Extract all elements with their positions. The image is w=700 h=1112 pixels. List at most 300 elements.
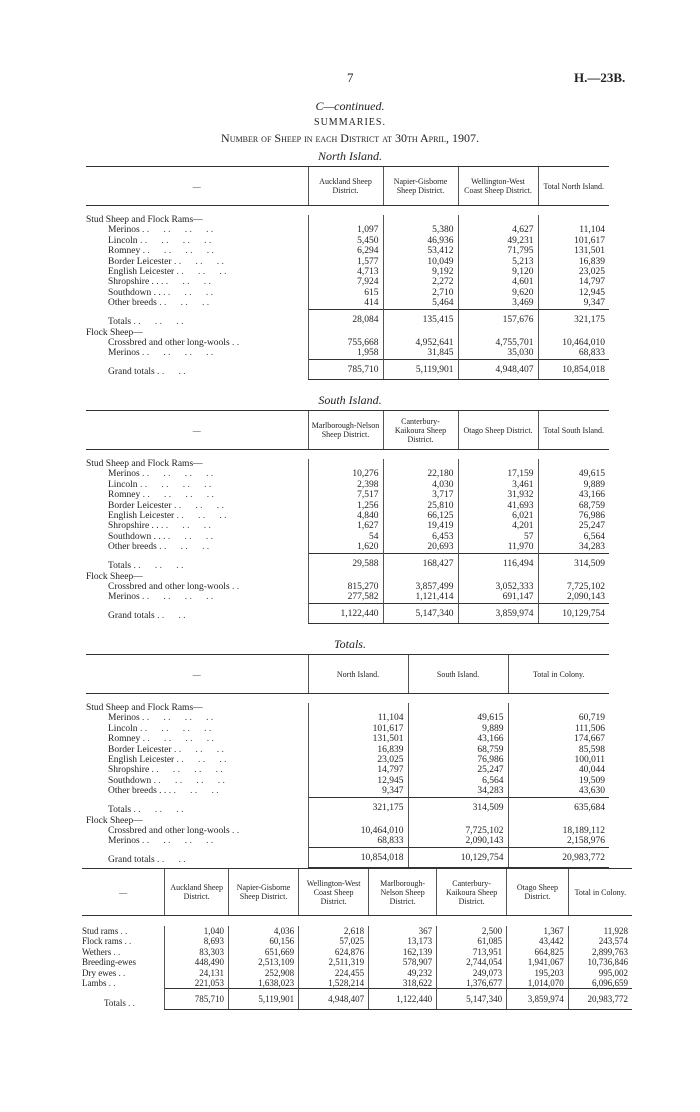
value-cell: 785,710 [308, 359, 383, 379]
empty-cell [383, 215, 458, 225]
flock-sheep-heading: Flock Sheep— [86, 815, 143, 826]
empty-cell [508, 816, 609, 826]
value-cell: 35,030 [458, 348, 538, 359]
table-row [82, 936, 632, 946]
leader-dots: . . [232, 581, 240, 592]
row-label-text: English Leicester [108, 511, 175, 522]
leader-dots: . . . . . . [161, 277, 211, 288]
value-cell: 68,833 [538, 348, 609, 359]
empty-cell [458, 459, 538, 469]
value-cell: 19,509 [508, 776, 609, 786]
row-label [86, 501, 308, 511]
row-label-text: Grand totals [108, 611, 155, 622]
leader-dots: . . . . . . . . [142, 225, 214, 236]
row-label [86, 765, 308, 775]
value-cell: 414 [308, 298, 383, 309]
empty-cell [458, 572, 538, 582]
value-cell: 20,983,772 [508, 847, 609, 867]
value-cell: 7,725,102 [538, 582, 609, 592]
value-cell: 157,676 [458, 309, 538, 327]
row-label [82, 936, 165, 946]
value-cell: 243,574 [568, 936, 632, 946]
value-cell: 43,166 [538, 490, 609, 500]
value-cell: 131,501 [538, 246, 609, 256]
row-label [86, 603, 308, 623]
row-label [86, 298, 308, 309]
row-label-text: Shropshire [108, 765, 150, 776]
leader-dots: . . . . . . [159, 542, 210, 553]
value-cell: 1,958 [308, 348, 383, 359]
totals-row [86, 309, 609, 327]
value-cell: 25,247 [408, 765, 508, 775]
value-cell: 1,620 [308, 542, 383, 553]
value-cell: 9,192 [383, 267, 458, 277]
row-label [86, 542, 308, 553]
row-label-text: Merinos [108, 713, 140, 724]
row-label [86, 338, 308, 348]
leader-dots: . . . . . . [173, 256, 224, 267]
column-header-blank: — [86, 167, 308, 206]
north-island-title: North Island. [317, 149, 382, 163]
row-label [82, 978, 165, 989]
leader-dots: . . . . . . . . [142, 246, 214, 257]
leader-dots: . . . . . . [159, 298, 210, 309]
south-island-title: South Island. [318, 393, 382, 407]
value-cell: 1,014,070 [507, 978, 569, 989]
value-cell: 17,159 [458, 469, 538, 479]
row-label [86, 277, 308, 287]
value-cell: 7,725,102 [408, 826, 508, 836]
totals-title: Totals. [334, 637, 366, 651]
value-cell: 10,464,010 [308, 826, 408, 836]
leader-dots: . . [232, 337, 240, 348]
value-cell: 25,810 [383, 501, 458, 511]
value-cell: 29,588 [308, 553, 383, 571]
value-cell: 49,231 [458, 236, 538, 246]
table-row [86, 288, 609, 298]
value-cell: 12,945 [308, 776, 408, 786]
value-cell: 23,025 [538, 267, 609, 277]
value-cell: 578,907 [369, 957, 437, 967]
value-cell: 2,090,143 [538, 592, 609, 603]
value-cell: 195,203 [507, 968, 569, 978]
table-row [82, 978, 632, 989]
value-cell: 31,845 [383, 348, 458, 359]
table-row [86, 501, 609, 511]
row-label [86, 511, 308, 521]
row-label-text: Grand totals [108, 367, 155, 378]
value-cell: 691,147 [458, 592, 538, 603]
table-header-row [86, 411, 609, 450]
empty-cell [308, 328, 383, 338]
value-cell: 4,948,407 [299, 989, 369, 1009]
row-label-text: Border Leicester [108, 500, 172, 511]
empty-cell [383, 459, 458, 469]
column-header: Canterbury-Kaikoura Sheep District. [437, 869, 507, 916]
empty-cell [408, 816, 508, 826]
empty-cell [308, 816, 408, 826]
empty-cell [538, 328, 609, 338]
value-cell: 57,025 [299, 936, 369, 946]
value-cell: 40,044 [508, 765, 609, 775]
row-label-text: Crossbred and other long-wools [108, 337, 230, 348]
value-cell: 3,859,974 [458, 603, 538, 623]
row-label [86, 246, 308, 256]
row-label-text: Totals [108, 317, 132, 328]
row-label [86, 348, 308, 359]
value-cell: 100,011 [508, 755, 609, 765]
leader-dots: . . . . . . . . [142, 490, 214, 501]
value-cell: 448,490 [165, 957, 229, 967]
value-cell: 162,139 [369, 947, 437, 957]
leader-dots: . . . . . . . . [142, 734, 214, 745]
table-row [86, 592, 609, 603]
row-label-text: Merinos [108, 348, 140, 359]
value-cell: 4,030 [383, 480, 458, 490]
row-label-text: Other breeds . . [108, 786, 167, 797]
column-header: Wellington-West Coast Sheep District. [458, 167, 538, 206]
value-cell: 43,442 [507, 936, 569, 946]
value-cell: 12,945 [538, 288, 609, 298]
row-label-text: Shropshire . . [108, 277, 159, 288]
row-label [86, 225, 308, 235]
value-cell: 66,125 [383, 511, 458, 521]
value-cell: 6,021 [458, 511, 538, 521]
column-header: Canterbury-Kaikoura Sheep District. [383, 411, 458, 450]
value-cell: 277,582 [308, 592, 383, 603]
value-cell: 54 [308, 532, 383, 542]
table-row [86, 532, 609, 542]
leader-dots: . . . . . . [176, 267, 227, 278]
value-cell: 16,839 [538, 257, 609, 267]
row-label [86, 582, 308, 592]
row-label [86, 309, 308, 327]
value-cell: 10,129,754 [408, 847, 508, 867]
value-cell: 5,147,340 [437, 989, 507, 1009]
value-cell: 2,513,109 [229, 957, 299, 967]
grand-totals-row [86, 359, 609, 379]
value-cell: 1,367 [507, 926, 569, 936]
row-label-text: Lincoln [108, 235, 138, 246]
table-row [86, 836, 609, 847]
sheep-class-table [82, 868, 632, 1010]
value-cell: 76,986 [408, 755, 508, 765]
value-cell: 18,189,112 [508, 826, 609, 836]
value-cell: 2,272 [383, 277, 458, 287]
value-cell: 101,617 [308, 724, 408, 734]
value-cell: 9,347 [538, 298, 609, 309]
value-cell: 2,710 [383, 288, 458, 298]
value-cell: 6,453 [383, 532, 458, 542]
value-cell: 3,717 [383, 490, 458, 500]
table-row [86, 246, 609, 256]
flock-sheep-heading: Flock Sheep— [86, 571, 143, 582]
row-label-text: Crossbred and other long-wools [108, 825, 230, 836]
value-cell: 1,941,067 [507, 957, 569, 967]
column-header: Total South Island. [538, 411, 609, 450]
value-cell: 11,104 [308, 713, 408, 723]
value-cell: 8,693 [165, 936, 229, 946]
value-cell: 221,053 [165, 978, 229, 989]
value-cell: 2,511,319 [299, 957, 369, 967]
value-cell: 3,469 [458, 298, 538, 309]
table-row [86, 776, 609, 786]
row-label [86, 236, 308, 246]
value-cell: 9,120 [458, 267, 538, 277]
value-cell: 651,669 [229, 947, 299, 957]
value-cell: 49,615 [538, 469, 609, 479]
row-label [86, 724, 308, 734]
table-row [86, 582, 609, 592]
leader-dots: . . . . . . [173, 744, 224, 755]
value-cell: 14,797 [538, 277, 609, 287]
table-header-row [86, 167, 609, 206]
row-label-text: Flock rams [82, 936, 123, 947]
value-cell: 49,615 [408, 713, 508, 723]
north-island-table [86, 166, 609, 380]
column-header: Otago Sheep District. [507, 869, 569, 916]
leader-dots: . . . . . . [133, 317, 184, 328]
leader-dots: . . . . . . . . [142, 348, 214, 359]
value-cell: 5,213 [458, 257, 538, 267]
value-cell: 10,464,010 [538, 338, 609, 348]
table-row [86, 511, 609, 521]
table-row [86, 713, 609, 723]
row-label [86, 592, 308, 603]
value-cell: 49,232 [369, 968, 437, 978]
value-cell: 101,617 [538, 236, 609, 246]
grand-totals-row [86, 847, 609, 867]
row-label [86, 776, 308, 786]
empty-cell [538, 572, 609, 582]
value-cell: 31,932 [458, 490, 538, 500]
table-row [86, 298, 609, 309]
value-cell: 1,627 [308, 521, 383, 531]
leader-dots: . . . . . . [133, 805, 184, 816]
empty-cell [308, 572, 383, 582]
value-cell: 2,158,976 [508, 836, 609, 847]
value-cell: 6,564 [538, 532, 609, 542]
value-cell: 71,795 [458, 246, 538, 256]
row-label [86, 359, 308, 379]
row-label-text: Romney [108, 734, 141, 745]
row-label [82, 968, 165, 978]
value-cell: 46,936 [383, 236, 458, 246]
row-label-text: Romney [108, 246, 141, 257]
value-cell: 249,073 [437, 968, 507, 978]
leader-dots: . . . . . . [173, 500, 224, 511]
value-cell: 314,509 [408, 797, 508, 815]
leader-dots: . . [120, 926, 128, 936]
value-cell: 111,506 [508, 724, 609, 734]
value-cell: 4,713 [308, 267, 383, 277]
column-header-blank: — [82, 869, 165, 916]
leader-dots: . . . . [157, 611, 186, 622]
table-row [86, 348, 609, 359]
empty-cell [383, 572, 458, 582]
value-cell: 1,122,440 [369, 989, 437, 1009]
row-label-text: Crossbred and other long-wools [108, 581, 230, 592]
row-label-text: Lambs [82, 978, 107, 989]
value-cell: 1,577 [308, 257, 383, 267]
column-header: Marlborough-Nelson Sheep District. [369, 869, 437, 916]
table-row [82, 947, 632, 957]
leader-dots: . . . . . . [168, 786, 219, 797]
column-header: Marlborough-Nelson Sheep District. [308, 411, 383, 450]
value-cell: 4,840 [308, 511, 383, 521]
row-label [82, 957, 165, 967]
value-cell: 1,528,214 [299, 978, 369, 989]
leader-dots: . . . . . . [163, 287, 214, 298]
value-cell: 34,283 [538, 542, 609, 553]
table-row [86, 257, 609, 267]
value-cell: 4,201 [458, 521, 538, 531]
row-label-text: Stud rams [82, 926, 119, 936]
value-cell: 4,755,701 [458, 338, 538, 348]
value-cell: 6,564 [408, 776, 508, 786]
value-cell: 252,908 [229, 968, 299, 978]
table-row [86, 338, 609, 348]
value-cell: 4,627 [458, 225, 538, 235]
value-cell: 3,857,499 [383, 582, 458, 592]
table-row [86, 277, 609, 287]
row-label-text: Dry ewes [82, 967, 117, 978]
column-header: Napier-Gisborne Sheep District. [383, 167, 458, 206]
row-label [86, 826, 308, 836]
column-header: Total North Island. [538, 167, 609, 206]
leader-dots: . . . . . . . . [151, 765, 223, 776]
table-row [86, 826, 609, 836]
row-label [86, 288, 308, 298]
row-label-text: Shropshire . . [108, 521, 159, 532]
value-cell: 5,380 [383, 225, 458, 235]
value-cell: 2,398 [308, 480, 383, 490]
row-label [86, 745, 308, 755]
table-row [86, 765, 609, 775]
page-number: 7 [347, 70, 354, 85]
row-label-text: Other breeds [108, 542, 157, 553]
document-reference: H.—23B. [574, 70, 626, 85]
value-cell: 9,889 [408, 724, 508, 734]
table-row [86, 521, 609, 531]
value-cell: 10,854,018 [538, 359, 609, 379]
value-cell: 68,759 [408, 745, 508, 755]
south-island-table [86, 410, 609, 624]
row-label-text: Border Leicester [108, 256, 172, 267]
row-label-text: Merinos [108, 592, 140, 603]
row-label-text: Merinos [108, 469, 140, 480]
row-label [86, 836, 308, 847]
value-cell: 6,294 [308, 246, 383, 256]
value-cell: 321,175 [308, 797, 408, 815]
value-cell: 314,509 [538, 553, 609, 571]
value-cell: 224,455 [299, 968, 369, 978]
leader-dots: . . [113, 946, 121, 957]
value-cell: 24,131 [165, 968, 229, 978]
leader-dots: . . . . . . . . [139, 479, 212, 490]
leader-dots: . . [232, 825, 240, 836]
column-header-blank: — [86, 411, 308, 450]
value-cell: 68,833 [308, 836, 408, 847]
leader-dots: . . . . [157, 367, 186, 378]
value-cell: 3,859,974 [507, 989, 569, 1009]
row-label-text: Southdown [108, 775, 152, 786]
row-label [86, 755, 308, 765]
table-row [86, 490, 609, 500]
leader-dots: . . . . . . . . [153, 775, 225, 786]
table-row [82, 926, 632, 936]
value-cell: 10,276 [308, 469, 383, 479]
value-cell: 815,270 [308, 582, 383, 592]
row-label-text: Lincoln [108, 723, 138, 734]
value-cell: 1,256 [308, 501, 383, 511]
value-cell: 7,924 [308, 277, 383, 287]
row-label-text: Southdown . . [108, 531, 161, 542]
value-cell: 25,247 [538, 521, 609, 531]
stud-sheep-heading: Stud Sheep and Flock Rams— [86, 459, 203, 469]
value-cell: 4,601 [458, 277, 538, 287]
value-cell: 635,684 [508, 797, 609, 815]
value-cell: 57 [458, 532, 538, 542]
value-cell: 9,347 [308, 786, 408, 797]
table-row [82, 968, 632, 978]
leader-dots: . . [118, 967, 126, 978]
leader-dots: . . . . . . [176, 511, 227, 522]
totals-row [86, 553, 609, 571]
value-cell: 2,899,763 [568, 947, 632, 957]
value-cell: 53,412 [383, 246, 458, 256]
value-cell: 23,025 [308, 755, 408, 765]
value-cell: 785,710 [165, 989, 229, 1009]
value-cell: 83,303 [165, 947, 229, 957]
colony-totals-table [86, 654, 609, 868]
value-cell: 10,129,754 [538, 603, 609, 623]
table-row [86, 542, 609, 553]
row-label [86, 847, 308, 867]
value-cell: 68,759 [538, 501, 609, 511]
row-label [82, 989, 165, 1009]
value-cell: 14,797 [308, 765, 408, 775]
row-label-text: Border Leicester [108, 744, 172, 755]
value-cell: 713,951 [437, 947, 507, 957]
value-cell: 116,494 [458, 553, 538, 571]
row-label-text: Merinos [108, 836, 140, 847]
empty-cell [458, 215, 538, 225]
stud-sheep-heading: Stud Sheep and Flock Rams— [86, 703, 203, 713]
empty-cell [538, 215, 609, 225]
leader-dots: . . . . . . . . [142, 836, 214, 847]
value-cell: 11,104 [538, 225, 609, 235]
value-cell: 1,638,023 [229, 978, 299, 989]
value-cell: 1,097 [308, 225, 383, 235]
row-label [86, 469, 308, 479]
row-label [82, 947, 165, 957]
leader-dots: . . [124, 936, 132, 947]
table-row [82, 957, 632, 967]
table-row [86, 724, 609, 734]
row-label [86, 480, 308, 490]
row-label-text: Other breeds [108, 298, 157, 309]
row-label [86, 257, 308, 267]
empty-cell [538, 459, 609, 469]
value-cell: 168,427 [383, 553, 458, 571]
row-label [86, 532, 308, 542]
value-cell: 34,283 [408, 786, 508, 797]
value-cell: 41,693 [458, 501, 538, 511]
value-cell: 4,952,641 [383, 338, 458, 348]
value-cell: 755,668 [308, 338, 383, 348]
value-cell: 10,049 [383, 257, 458, 267]
